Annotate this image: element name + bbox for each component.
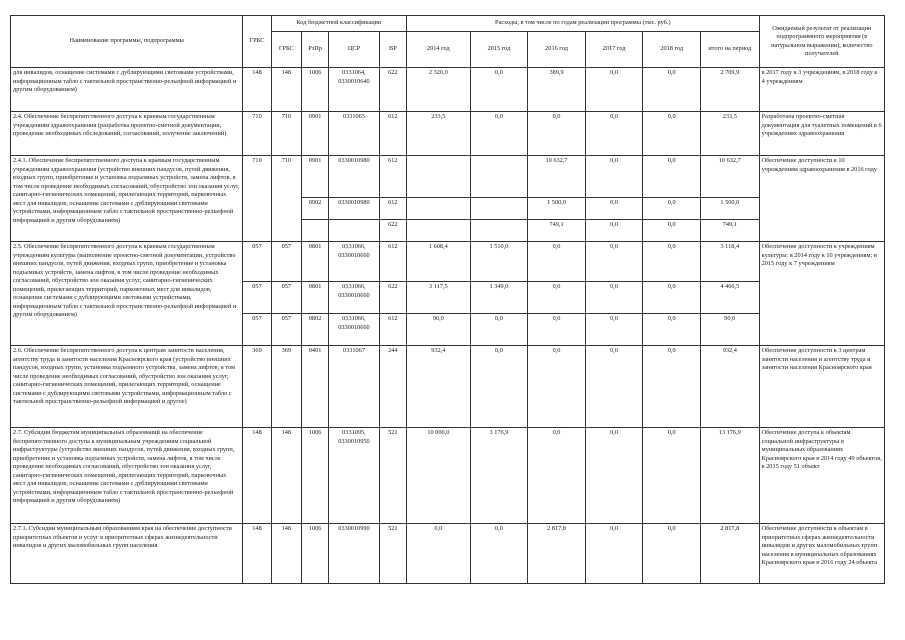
cell-2015: 0,0 (470, 346, 528, 428)
cell-2016: 0,0 (528, 428, 586, 524)
cell-2016: 1 500,0 (528, 198, 586, 220)
cell-2018: 0,0 (643, 112, 701, 156)
cell-grbs: 369 (243, 346, 271, 428)
cell-csr: 0331066, 0330010660 (329, 314, 380, 346)
cell-rzpr: 0802 (301, 314, 328, 346)
cell-2018: 0,0 (643, 282, 701, 314)
cell-grbs2: 057 (271, 314, 301, 346)
table-row (11, 346, 885, 428)
cell-2015: 0,0 (470, 314, 528, 346)
cell-2016: 0,0 (528, 346, 586, 428)
cell-csr: 0331064, 0330010640 (329, 68, 380, 112)
cell-vr: 521 (379, 428, 406, 524)
cell-grbs2: 148 (271, 428, 301, 524)
row-name: 2.4. Обеспечение беспрепятственного доступа к краевым государственным учреждениям здравоохранения (разработка проектно-сметной документации, проведение необходимых обследований, согласований, получение заключений) (11, 112, 243, 156)
cell-2014: 10 000,0 (407, 428, 471, 524)
cell-grbs: 148 (243, 524, 271, 584)
cell-grbs: 057 (243, 282, 271, 314)
cell-rzpr: 1006 (301, 68, 328, 112)
cell-total: 2 709,9 (700, 68, 759, 112)
row-name: 2.4.1. Обеспечение беспрепятственного доступа к краевым государственным учреждениям здравоохранения (устройство внешних пандусов, путей движения, входных групп, приобретение и установка подъемных устройств, замена лифтов, в том числе проведение необходимых согласований, обустройство зон оказания услуг, санитарно-гигиенических помещений, прилегающих территорий, парковочных мест для инвалидов, оснащение системами с дублирующими световыми устройствами, информационным табло с тактильной пространственно-рельефной информацией и другим оборудованием) (11, 156, 243, 242)
cell-2016: 2 817,8 (528, 524, 586, 584)
cell-rzpr: 1006 (301, 428, 328, 524)
cell-2014: 1 608,4 (407, 242, 471, 282)
cell-csr: 0331095, 0330010950 (329, 428, 380, 524)
cell-2017: 0,0 (585, 282, 643, 314)
cell-grbs2: 057 (271, 282, 301, 314)
cell-2018: 0,0 (643, 198, 701, 220)
table-row (11, 428, 885, 524)
budget-table (10, 15, 885, 584)
cell-2015 (470, 156, 528, 198)
cell-vr: 622 (379, 282, 406, 314)
cell-rzpr: 0801 (301, 282, 328, 314)
cell-grbs: 057 (243, 242, 271, 282)
cell-vr: 612 (379, 156, 406, 198)
cell-2014 (407, 156, 471, 198)
cell-2016: 0,0 (528, 314, 586, 346)
cell-rzpr: 0901 (301, 112, 328, 156)
cell-csr: 0331067 (329, 346, 380, 428)
cell-vr: 622 (379, 68, 406, 112)
header-expected-result: Ожидаемый результат от реализации подпрограммного мероприятия (в натуральном выражении), количество получателей (759, 16, 884, 68)
header-year-2016: 2016 год (528, 32, 586, 68)
cell-total: 10 632,7 (700, 156, 759, 198)
cell-rzpr: 0801 (301, 242, 328, 282)
header-expenses: Расходы, в том числе по годам реализации программы (тыс. руб.) (407, 16, 760, 32)
cell-2017: 0,0 (585, 220, 643, 242)
cell-2014 (407, 198, 471, 220)
cell-total: 13 176,9 (700, 428, 759, 524)
header-sub-grbs: ГРБС (271, 32, 301, 68)
cell-grbs: 710 (243, 112, 271, 156)
cell-result: Обеспечение доступности к 10 учреждениям здравоохранения в 2016 году (759, 156, 884, 242)
cell-2017: 0,0 (585, 242, 643, 282)
cell-2017: 0,0 (585, 112, 643, 156)
header-sub-csr: ЦСР (329, 32, 380, 68)
cell-csr: 0331066, 0330010660 (329, 282, 380, 314)
cell-grbs2: 057 (271, 242, 301, 282)
cell-grbs: 148 (243, 428, 271, 524)
cell-grbs: 710 (243, 156, 271, 242)
cell-2014: 0,0 (407, 524, 471, 584)
cell-grbs: 148 (243, 68, 271, 112)
header-year-2014: 2014 год (407, 32, 471, 68)
cell-csr: 0331065 (329, 112, 380, 156)
header-grbs: ГРБС (243, 16, 271, 68)
cell-2014: 932,4 (407, 346, 471, 428)
cell-rzpr: 0401 (301, 346, 328, 428)
cell-2015: 3 176,9 (470, 428, 528, 524)
cell-2017: 0,0 (585, 346, 643, 428)
table-row (11, 242, 885, 282)
table-row (11, 156, 885, 198)
cell-result: Обеспечение доступности к объектам в приоритетных сферах жизнедеятельности инвалидов и других маломобильных групп населения в муниципальных образованиях Красноярского края в 2016 году 24 объекта (759, 524, 884, 584)
cell-vr: 622 (379, 220, 406, 242)
cell-total: 233,5 (700, 112, 759, 156)
cell-2018: 0,0 (643, 346, 701, 428)
row-name: 2.7.1. Субсидии муниципальным образованиям края на обеспечение доступности приоритетных объектов и услуг в приоритетных сферах жизнедеятельности инвалидов и других маломобильных групп населения (11, 524, 243, 584)
cell-rzpr: 0901 (301, 156, 328, 198)
cell-2016: 10 632,7 (528, 156, 586, 198)
cell-2014 (407, 220, 471, 242)
header-year-2015: 2015 год (470, 32, 528, 68)
row-name: 2.6. Обеспечение беспрепятственного доступа к центрам занятости населения, агентству труда и занятости населения Красноярского края (устройство внешних пандусов, входных групп, установка подъемного устройства, замена лифтов, в том числе проведение необходимых согласований, обустройство зон оказания услуг, санитарно-гигиенических помещений, прилегающих территорий, оснащение системами с дублирующими световыми устройствами, информационным табло с тактильной пространственно-рельефной информацией и другое) (11, 346, 243, 428)
cell-vr: 612 (379, 198, 406, 220)
cell-rzpr (301, 220, 328, 242)
cell-result: Обеспечение доступности к учреждениям культуры: в 2014 году к 10 учреждениям; в 2015 году к 7 учреждениям (759, 242, 884, 346)
cell-grbs: 057 (243, 314, 271, 346)
cell-2017: 0,0 (585, 68, 643, 112)
cell-csr: 0330010980 (329, 198, 380, 220)
cell-result: Обеспечение доступа к объектам социальной инфраструктуры в муниципальных образованиях Красноярского края в 2014 году 49 объектов, в 2015 году 51 объект (759, 428, 884, 524)
cell-total: 4 466,5 (700, 282, 759, 314)
cell-2015: 1 349,0 (470, 282, 528, 314)
cell-2014: 2 320,0 (407, 68, 471, 112)
cell-2018: 0,0 (643, 68, 701, 112)
cell-2018: 0,0 (643, 220, 701, 242)
header-year-2017: 2017 год (585, 32, 643, 68)
cell-csr (329, 220, 380, 242)
cell-2016: 749,1 (528, 220, 586, 242)
table-row (11, 112, 885, 156)
cell-2018: 0,0 (643, 314, 701, 346)
cell-grbs2: 369 (271, 346, 301, 428)
cell-total: 90,0 (700, 314, 759, 346)
cell-grbs2: 148 (271, 68, 301, 112)
cell-result: Разработана проектно-сметная документация для туалетных помещений в 6 учреждениях здравоохранения (759, 112, 884, 156)
cell-total: 932,4 (700, 346, 759, 428)
header-sub-vr: ВР (379, 32, 406, 68)
row-name: 2.7. Субсидии бюджетам муниципальных образований на обеспечение беспрепятственного доступа к муниципальным учреждениям социальной инфраструктуры (устройство внешних пандусов, путей движения, входных групп, приобретение и установка подъемных устройств, замена лифтов, в том числе проведение необходимых согласований, обустройство зон оказания услуг, санитарно-гигиенических помещений, прилегающих территорий, парковочных мест для инвалидов, оснащение системами с дублирующими световыми устройствами, информационным табло с тактильной пространственно-рельефной информацией и другим оборудованием) (11, 428, 243, 524)
cell-2016: 0,0 (528, 282, 586, 314)
header-budget-code: Код бюджетной классификации (271, 16, 406, 32)
cell-2018: 0,0 (643, 524, 701, 584)
cell-csr: 0330010990 (329, 524, 380, 584)
cell-total: 2 817,8 (700, 524, 759, 584)
cell-result: в 2017 году к 3 учреждениям, в 2018 году к 4 учреждениям (759, 68, 884, 112)
cell-2015: 0,0 (470, 524, 528, 584)
header-total: итого на период (700, 32, 759, 68)
header-year-2018: 2018 год (643, 32, 701, 68)
cell-grbs2: 710 (271, 112, 301, 156)
cell-2015 (470, 198, 528, 220)
cell-2014: 233,5 (407, 112, 471, 156)
row-name: 2.5. Обеспечение беспрепятственного доступа к краевым государственным учреждениям культуры (выполнение проектно-сметной документации, устройство внешних пандусов, путей движения, входных групп, приобретение и установка подъемных устройств, замена лифтов, в том числе проведение необходимых согласований, обустройство зон оказания услуг, санитарно-гигиенических помещений, прилегающих территорий, парковочных мест для инвалидов, оснащение системами с дублирующими световыми устройствами, информационным табло с тактильной пространственно-рельефной информацией и другим оборудованием) (11, 242, 243, 346)
cell-grbs2: 710 (271, 156, 301, 242)
cell-rzpr: 0902 (301, 198, 328, 220)
cell-grbs2: 148 (271, 524, 301, 584)
table-row (11, 524, 885, 584)
cell-2017: 0,0 (585, 156, 643, 198)
cell-vr: 244 (379, 346, 406, 428)
cell-2017: 0,0 (585, 524, 643, 584)
cell-csr: 0331066, 0330010660 (329, 242, 380, 282)
cell-2017: 0,0 (585, 314, 643, 346)
cell-2017: 0,0 (585, 198, 643, 220)
cell-vr: 521 (379, 524, 406, 584)
cell-2018: 0,0 (643, 156, 701, 198)
cell-result: Обеспечение доступности к 3 центрам занятости населения и агентству труда и занятости населения Красноярского края (759, 346, 884, 428)
cell-vr: 612 (379, 112, 406, 156)
cell-2015 (470, 220, 528, 242)
cell-total: 749,1 (700, 220, 759, 242)
cell-vr: 612 (379, 314, 406, 346)
cell-2016: 0,0 (528, 112, 586, 156)
cell-2014: 3 117,5 (407, 282, 471, 314)
cell-2018: 0,0 (643, 428, 701, 524)
cell-vr: 612 (379, 242, 406, 282)
cell-2017: 0,0 (585, 428, 643, 524)
cell-total: 1 500,0 (700, 198, 759, 220)
table-row (11, 68, 885, 112)
header-sub-rzpr: РзПр (301, 32, 328, 68)
row-name: для инвалидов, оснащение системами с дублирующими световыми устройствами, информационным табло с тактильной пространственно-рельефной информацией и другим оборудованием) (11, 68, 243, 112)
cell-csr: 0330010980 (329, 156, 380, 198)
cell-2018: 0,0 (643, 242, 701, 282)
cell-total: 3 118,4 (700, 242, 759, 282)
header-name: Наименование программы, подпрограммы (11, 16, 243, 68)
cell-2016: 389,9 (528, 68, 586, 112)
cell-2015: 0,0 (470, 68, 528, 112)
cell-2014: 90,0 (407, 314, 471, 346)
cell-rzpr: 1006 (301, 524, 328, 584)
cell-2015: 0,0 (470, 112, 528, 156)
cell-2016: 0,0 (528, 242, 586, 282)
cell-2015: 1 510,0 (470, 242, 528, 282)
